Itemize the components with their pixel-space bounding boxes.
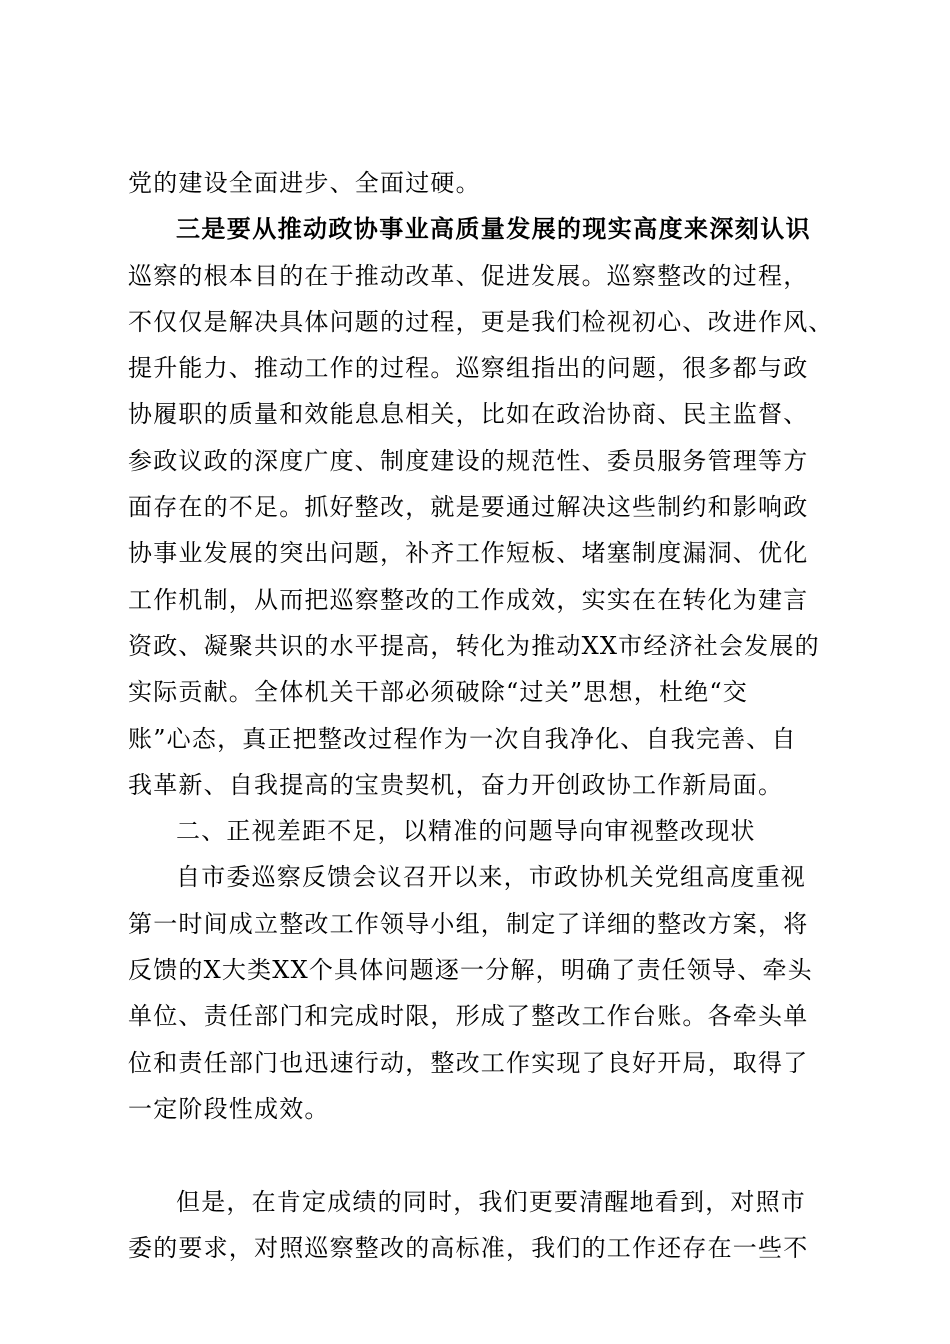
text-line: 实际贡献。全体机关干部必须破除“过关”思想，杜绝“交 — [128, 678, 749, 707]
text-line: 单位、责任部门和完成时限，形成了整改工作台账。各牵头单 — [128, 1002, 809, 1031]
text-line: 协履职的质量和效能息息相关，比如在政治协商、民主监督、 — [128, 400, 809, 429]
text-line: 协事业发展的突出问题，补齐工作短板、堵塞制度漏洞、优化 — [128, 539, 809, 568]
text-line: 不仅仅是解决具体问题的过程，更是我们检视初心、改进作风、 — [128, 307, 834, 336]
text-line: 自市委巡察反馈会议召开以来，市政协机关党组高度重视 — [176, 863, 806, 892]
text-line: 一定阶段性成效。 — [128, 1094, 330, 1123]
bold-heading-line: 三是要从推动政协事业高质量发展的现实高度来深刻认识 — [176, 215, 811, 244]
text-line: 面存在的不足。抓好整改，就是要通过解决这些制约和影响政 — [128, 493, 809, 522]
text-line: 提升能力、推动工作的过程。巡察组指出的问题，很多都与政 — [128, 354, 809, 383]
document-body — [128, 160, 838, 1271]
text-line: 位和责任部门也迅速行动，整改工作实现了良好开局，取得了 — [128, 1048, 809, 1077]
text-line: 巡察的根本目的在于推动改革、促进发展。巡察整改的过程， — [128, 261, 809, 290]
text-line: 反馈的X大类XX个具体问题逐一分解，明确了责任领导、牵头 — [128, 956, 813, 985]
text-line: 我革新、自我提高的宝贵契机，奋力开创政协工作新局面。 — [128, 770, 784, 799]
text-line: 第一时间成立整改工作领导小组，制定了详细的整改方案，将 — [128, 909, 809, 938]
text-line: 工作机制，从而把巡察整改的工作成效，实实在在转化为建言 — [128, 585, 809, 614]
text-line: 但是，在肯定成绩的同时，我们更要清醒地看到，对照市 — [176, 1187, 806, 1216]
section-heading: 二、正视差距不足，以精准的问题导向审视整改现状 — [176, 817, 756, 846]
blank-line — [128, 1132, 838, 1178]
text-line: 党的建设全面进步、全面过硬。 — [128, 169, 481, 197]
text-line: 账”心态，真正把整改过程作为一次自我净化、自我完善、自 — [128, 724, 797, 753]
text-line: 委的要求，对照巡察整改的高标准，我们的工作还存在一些不 — [128, 1233, 809, 1262]
text-line: 参政议政的深度广度、制度建设的规范性、委员服务管理等方 — [128, 446, 809, 475]
text-line: 资政、凝聚共识的水平提高，转化为推动XX市经济社会发展的 — [128, 631, 820, 660]
